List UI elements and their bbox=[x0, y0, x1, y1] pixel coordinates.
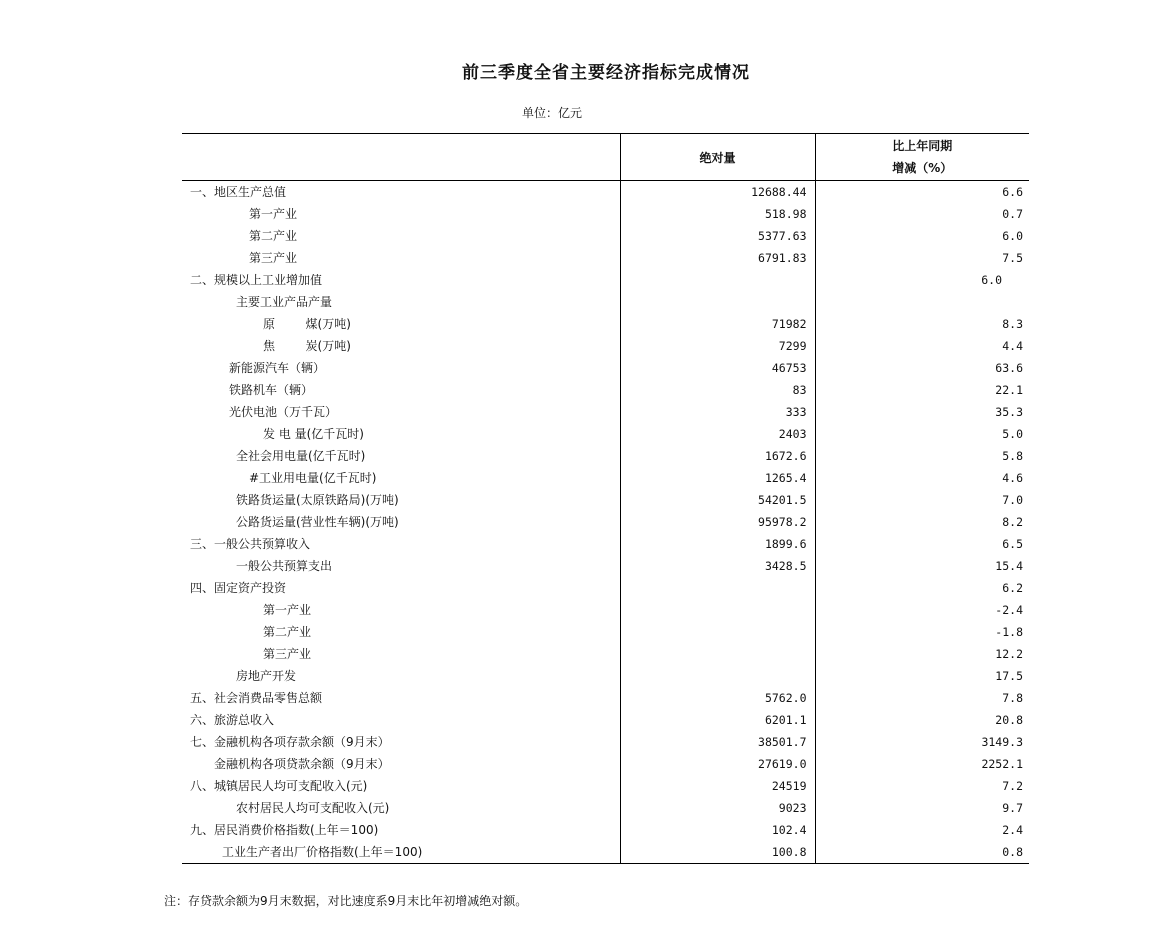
row-change: 7.0 bbox=[815, 489, 1029, 511]
row-value: 1899.6 bbox=[620, 533, 815, 555]
table-row bbox=[182, 225, 1029, 247]
row-value: 5377.63 bbox=[620, 225, 815, 247]
row-change: 8.3 bbox=[815, 313, 1029, 335]
table-row bbox=[182, 643, 1029, 665]
row-label: 第二产业 bbox=[263, 625, 312, 639]
row-value: 6791.83 bbox=[620, 247, 815, 269]
row-label: 八、城镇居民人均可支配收入(元) bbox=[190, 779, 368, 793]
table-row bbox=[182, 445, 1029, 467]
row-change: 35.3 bbox=[815, 401, 1029, 423]
table-row bbox=[182, 511, 1029, 533]
table-row bbox=[182, 819, 1029, 841]
table-row bbox=[182, 203, 1029, 225]
row-change: 3149.3 bbox=[815, 731, 1029, 753]
row-label: 四、固定资产投资 bbox=[190, 581, 287, 595]
row-label: 全社会用电量(亿千瓦时) bbox=[236, 449, 366, 463]
row-label: 第二产业 bbox=[249, 229, 298, 243]
row-value: 102.4 bbox=[620, 819, 815, 841]
row-value: 6201.1 bbox=[620, 709, 815, 731]
row-label: 工业生产者出厂价格指数(上年＝100) bbox=[182, 841, 620, 864]
row-change: 4.6 bbox=[815, 467, 1029, 489]
row-label: 光伏电池（万千瓦） bbox=[229, 405, 338, 419]
table-row bbox=[182, 687, 1029, 709]
header-change-line1: 比上年同期 bbox=[892, 139, 953, 153]
table-row bbox=[182, 423, 1029, 445]
table-row bbox=[182, 335, 1029, 357]
row-value: 9023 bbox=[620, 797, 815, 819]
row-value: 95978.2 bbox=[620, 511, 815, 533]
row-change: 8.2 bbox=[815, 511, 1029, 533]
indicators-table bbox=[182, 133, 1029, 864]
row-value: 54201.5 bbox=[620, 489, 815, 511]
row-label: 铁路机车（辆） bbox=[229, 383, 314, 397]
row-label: 五、社会消费品零售总额 bbox=[190, 691, 323, 705]
table-row bbox=[182, 401, 1029, 423]
table-row bbox=[182, 841, 1029, 864]
row-value: 333 bbox=[620, 401, 815, 423]
row-value: 3428.5 bbox=[620, 555, 815, 577]
row-value: 1672.6 bbox=[620, 445, 815, 467]
header-indicator bbox=[182, 134, 620, 181]
row-change: 7.5 bbox=[815, 247, 1029, 269]
row-value: 71982 bbox=[620, 313, 815, 335]
footnote: 注：存贷款余额为9月末数据，对比速度系9月末比年初增减绝对额。 bbox=[164, 894, 528, 908]
row-value: 518.98 bbox=[620, 203, 815, 225]
row-label: 六、旅游总收入 bbox=[190, 713, 275, 727]
table-row bbox=[182, 247, 1029, 269]
table-row bbox=[182, 731, 1029, 753]
row-value: 27619.0 bbox=[620, 753, 815, 775]
row-value bbox=[620, 621, 815, 643]
row-label: 一般公共预算支出 bbox=[236, 559, 333, 573]
row-value: 1265.4 bbox=[620, 467, 815, 489]
row-change: 2252.1 bbox=[815, 753, 1029, 775]
table-row bbox=[182, 709, 1029, 731]
row-change: 2.4 bbox=[815, 819, 1029, 841]
row-change: 22.1 bbox=[815, 379, 1029, 401]
row-change: 6.2 bbox=[815, 577, 1029, 599]
row-value: 100.8 bbox=[620, 841, 815, 864]
row-label: 二、规模以上工业增加值 bbox=[190, 273, 323, 287]
row-change bbox=[815, 291, 1029, 313]
row-label: 原 煤(万吨) bbox=[263, 317, 351, 331]
row-label: #工业用电量(亿千瓦时) bbox=[249, 471, 377, 485]
row-change: 5.8 bbox=[815, 445, 1029, 467]
row-change: 7.8 bbox=[815, 687, 1029, 709]
row-change: 9.7 bbox=[815, 797, 1029, 819]
table-row bbox=[182, 313, 1029, 335]
row-change: 6.0 bbox=[815, 225, 1029, 247]
row-value bbox=[620, 643, 815, 665]
row-change: 0.7 bbox=[815, 203, 1029, 225]
row-label: 第一产业 bbox=[249, 207, 298, 221]
row-value: 5762.0 bbox=[620, 687, 815, 709]
row-value: 46753 bbox=[620, 357, 815, 379]
row-label: 金融机构各项贷款余额（9月末） bbox=[214, 757, 390, 771]
row-label: 第三产业 bbox=[249, 251, 298, 265]
row-label: 新能源汽车（辆） bbox=[229, 361, 326, 375]
header-change bbox=[815, 134, 1029, 181]
row-change: 4.4 bbox=[815, 335, 1029, 357]
table-row bbox=[182, 621, 1029, 643]
row-value bbox=[620, 577, 815, 599]
table-row bbox=[182, 555, 1029, 577]
row-value: 24519 bbox=[620, 775, 815, 797]
row-label: 第三产业 bbox=[263, 647, 312, 661]
table-row bbox=[182, 797, 1029, 819]
row-label: 三、一般公共预算收入 bbox=[190, 537, 311, 551]
row-label: 房地产开发 bbox=[236, 669, 297, 683]
row-value: 7299 bbox=[620, 335, 815, 357]
table-row bbox=[182, 533, 1029, 555]
row-label: 铁路货运量(太原铁路局)(万吨) bbox=[236, 493, 399, 507]
unit-label: 单位：亿元 bbox=[522, 106, 583, 120]
row-change: 0.8 bbox=[815, 841, 1029, 864]
row-label: 一、地区生产总值 bbox=[190, 185, 287, 199]
row-value: 83 bbox=[620, 379, 815, 401]
page-title: 前三季度全省主要经济指标完成情况 bbox=[462, 63, 750, 83]
row-change: 15.4 bbox=[815, 555, 1029, 577]
row-label: 农村居民人均可支配收入(元) bbox=[236, 801, 390, 815]
row-change: 17.5 bbox=[815, 665, 1029, 687]
row-label: 第一产业 bbox=[263, 603, 312, 617]
row-value bbox=[620, 665, 815, 687]
table-row bbox=[182, 577, 1029, 599]
table-row bbox=[182, 467, 1029, 489]
table-row bbox=[182, 269, 1029, 291]
row-value bbox=[620, 269, 815, 291]
row-value: 12688.44 bbox=[620, 181, 815, 204]
row-label: 公路货运量(营业性车辆)(万吨) bbox=[236, 515, 399, 529]
table-row bbox=[182, 357, 1029, 379]
row-change: 6.6 bbox=[815, 181, 1029, 204]
row-change: 7.2 bbox=[815, 775, 1029, 797]
table-row bbox=[182, 753, 1029, 775]
row-change: 6.0 bbox=[815, 269, 1029, 291]
row-label: 九、居民消费价格指数(上年＝100) bbox=[190, 823, 379, 837]
row-change: 20.8 bbox=[815, 709, 1029, 731]
table-row bbox=[182, 379, 1029, 401]
row-value bbox=[620, 291, 815, 313]
table-row bbox=[182, 775, 1029, 797]
table-row bbox=[182, 181, 1029, 204]
row-label: 发 电 量(亿千瓦时) bbox=[263, 427, 364, 441]
row-change: 63.6 bbox=[815, 357, 1029, 379]
header-absolute: 绝对量 bbox=[620, 134, 815, 181]
row-label: 七、金融机构各项存款余额（9月末） bbox=[190, 735, 390, 749]
table-row bbox=[182, 489, 1029, 511]
row-value: 2403 bbox=[620, 423, 815, 445]
table-row bbox=[182, 291, 1029, 313]
header-change-line2: 增减（%） bbox=[892, 161, 953, 175]
row-change: 6.5 bbox=[815, 533, 1029, 555]
row-change: 12.2 bbox=[815, 643, 1029, 665]
row-label: 焦 炭(万吨) bbox=[263, 339, 351, 353]
row-value: 38501.7 bbox=[620, 731, 815, 753]
row-value bbox=[620, 599, 815, 621]
row-change: -2.4 bbox=[815, 599, 1029, 621]
row-label: 主要工业产品产量 bbox=[236, 295, 333, 309]
table-row bbox=[182, 665, 1029, 687]
row-change: 5.0 bbox=[815, 423, 1029, 445]
row-change: -1.8 bbox=[815, 621, 1029, 643]
table-row bbox=[182, 599, 1029, 621]
